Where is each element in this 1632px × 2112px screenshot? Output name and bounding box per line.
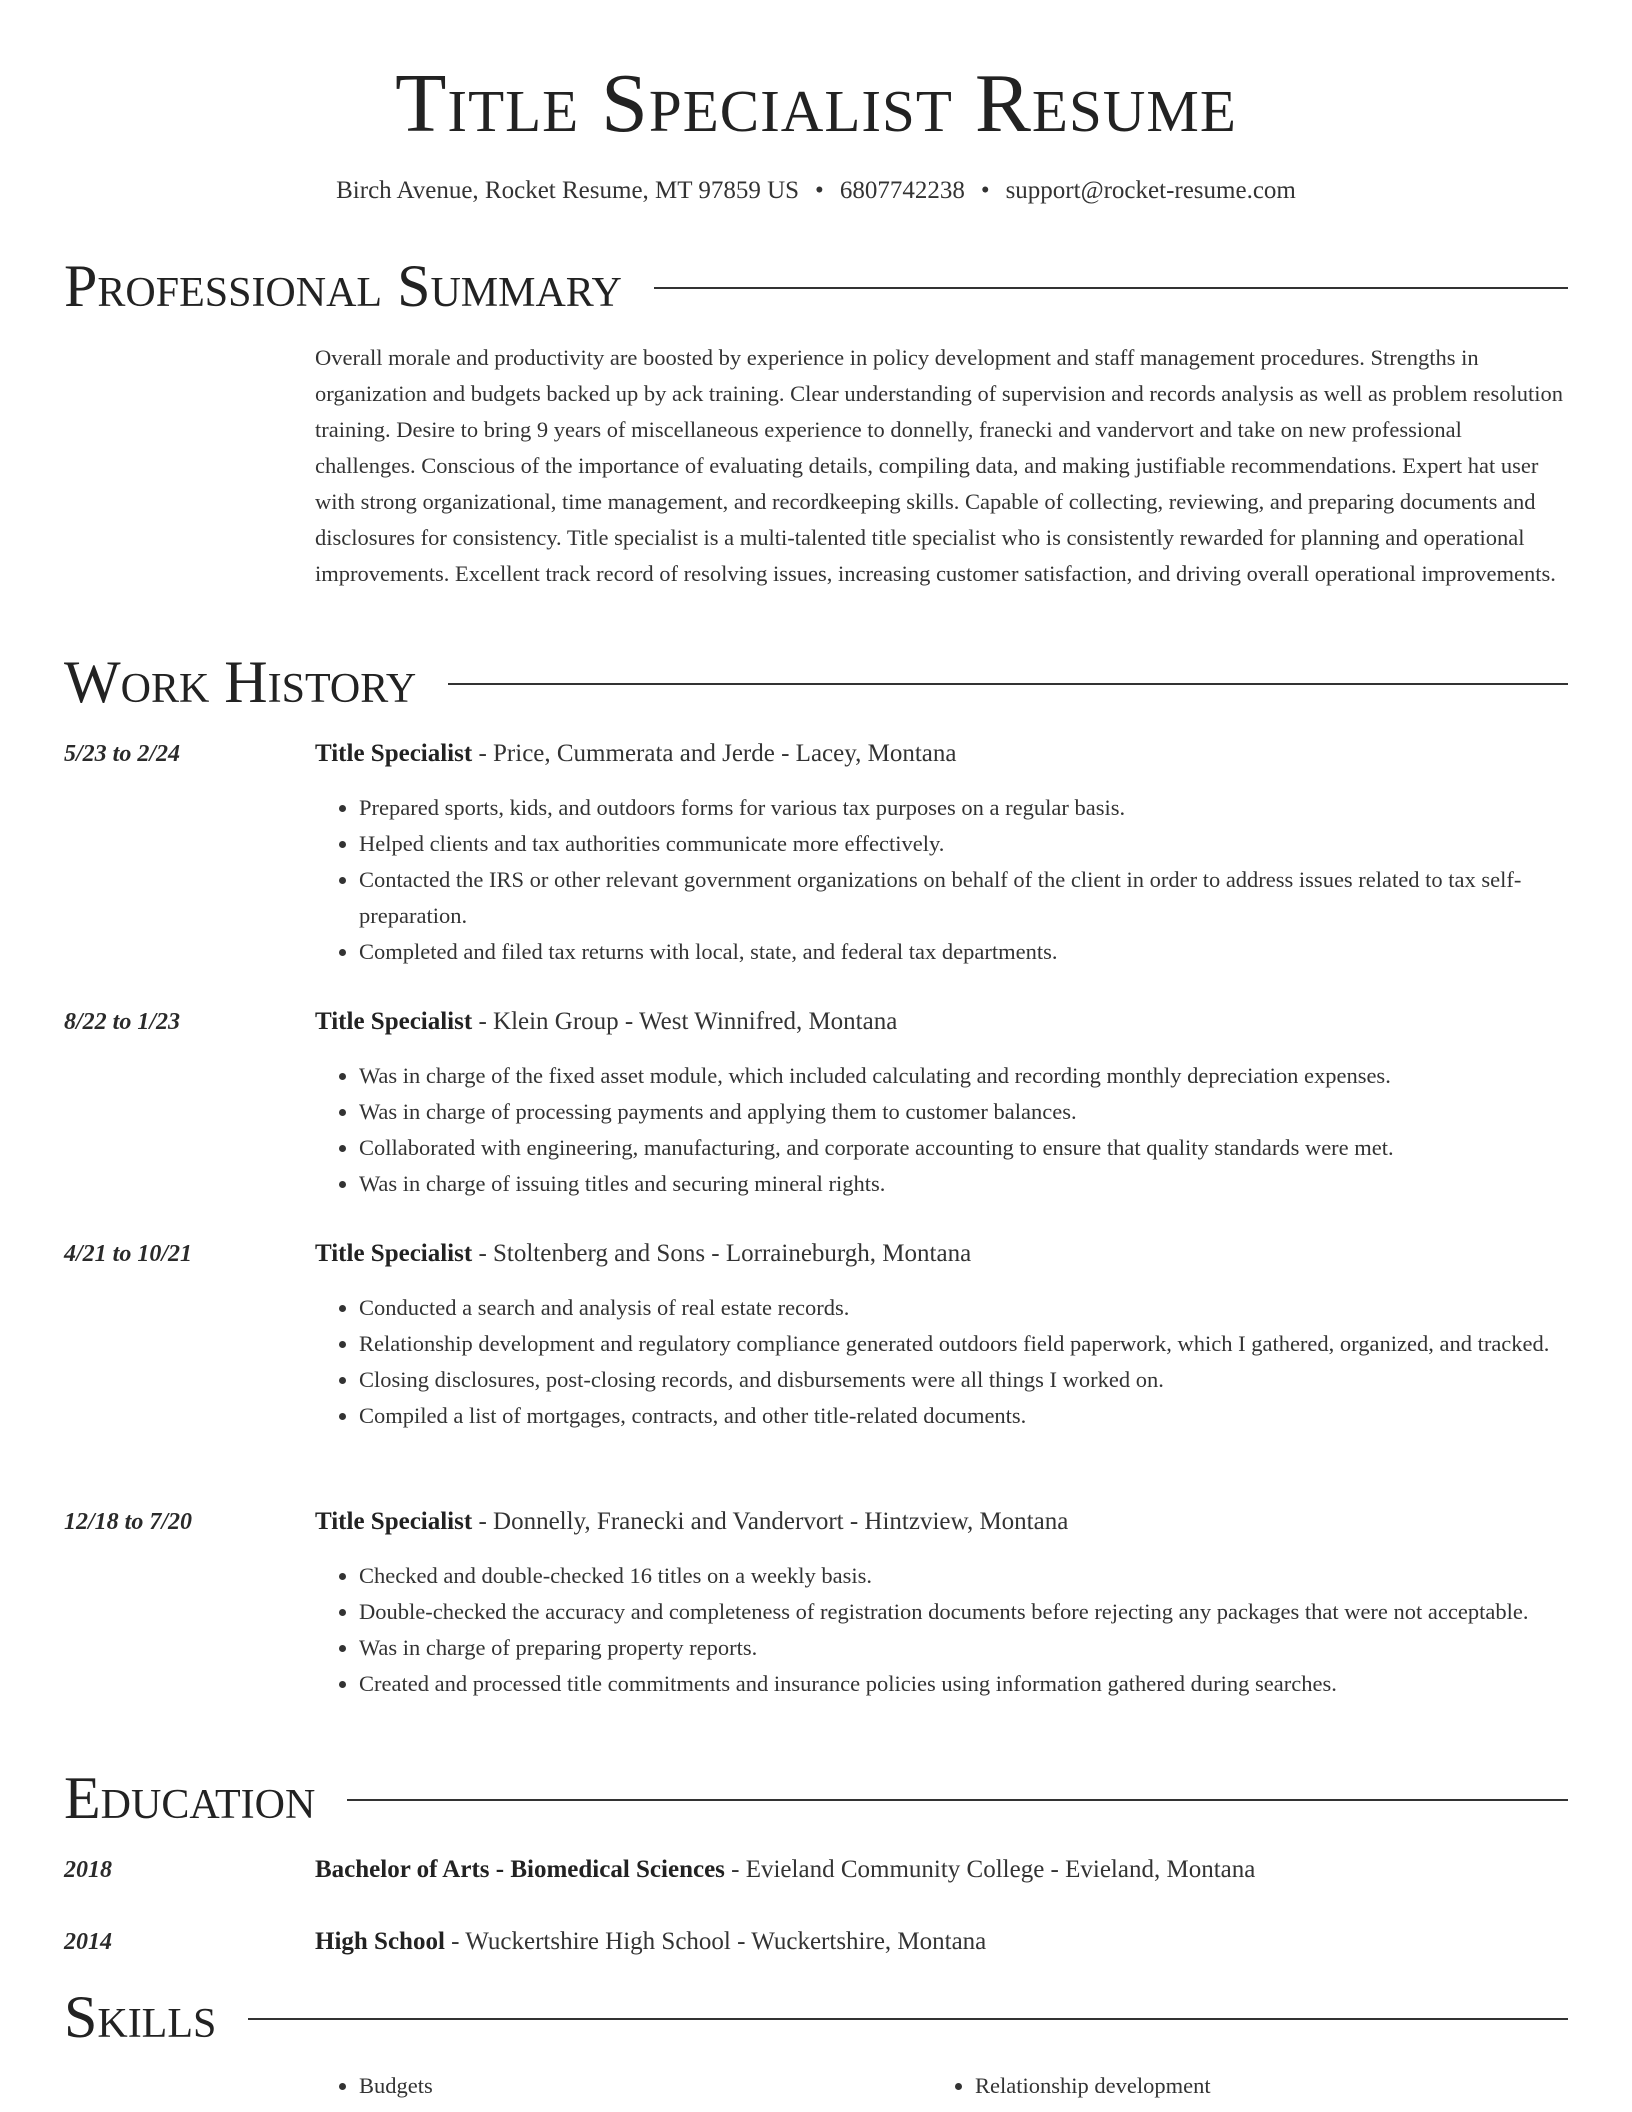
job-dates: 5/23 to 2/24 <box>64 741 181 767</box>
job-heading <box>315 1238 1568 1270</box>
job-dates: 4/21 to 10/21 <box>64 1241 193 1267</box>
contact-phone: 6807742238 <box>839 177 965 204</box>
education-school: - Wuckertshire High School - Wuckertshire, Montana <box>444 1928 987 1955</box>
job-heading <box>315 738 1568 770</box>
separator-dot: • <box>980 177 990 204</box>
contact-address: Birch Avenue, Rocket Resume, MT 97859 US <box>336 177 800 204</box>
job-dates: 8/22 to 1/23 <box>64 1009 181 1035</box>
list-item: • Closing disclosures, post-closing records, and disbursements were all things I worked on. <box>359 1362 1568 1398</box>
skill-item: • Budgets <box>359 2068 931 2104</box>
job-title: Title Specialist <box>315 1240 473 1267</box>
education-school: - Evieland Community College - Evieland, Montana <box>724 1856 1256 1883</box>
job-bullets <box>315 1558 1568 1702</box>
summary-text: Overall morale and productivity are boosted by experience in policy development and staff management procedures. Strengths in organization and budgets backed up by ack training. Clear understanding of supervision and records analysis as well as problem resolution training. Desire to bring 9 years of miscellaneous experience to donnelly, franecki and vandervort and take on new professional challenges. Conscious of the importance of evaluating details, compiling data, and making justifiable recommendations. Expert hat user with strong organizational, time management, and recordkeeping skills. Capable of collecting, reviewing, and preparing documents and disclosures for consistency. Title specialist is a multi-talented title specialist who is consistently rewarded for planning and operational improvements. Excellent track record of resolving issues, increasing customer satisfaction, and driving overall operational improvements. <box>315 345 1564 586</box>
job-heading <box>315 1006 1568 1038</box>
job-employer: - Price, Cummerata and Jerde - Lacey, Montana <box>472 740 957 767</box>
job-title: Title Specialist <box>315 1508 473 1535</box>
list-item: • Relationship development and regulatory compliance generated outdoors field paperwork, which I gathered, organized, and tracked. <box>359 1326 1568 1362</box>
section-title: Skills <box>64 1984 217 2050</box>
section-heading-education <box>64 1766 1568 1830</box>
job-dates: 12/18 to 7/20 <box>64 1509 193 1535</box>
list-item: • Checked and double-checked 16 titles on a weekly basis. <box>359 1558 1568 1594</box>
section-rule <box>448 683 1568 685</box>
list-item: • Was in charge of issuing titles and securing mineral rights. <box>359 1166 1568 1202</box>
section-heading-summary <box>64 254 1568 318</box>
job-employer: - Stoltenberg and Sons - Lorraineburgh, Montana <box>472 1240 972 1267</box>
list-item: • Compiled a list of mortgages, contracts, and other title-related documents. <box>359 1398 1568 1434</box>
page-title: Title Specialist Resume <box>395 57 1237 150</box>
section-rule <box>248 2018 1568 2020</box>
list-item: • Completed and filed tax returns with local, state, and federal tax departments. <box>359 934 1568 970</box>
job-employer: - Klein Group - West Winnifred, Montana <box>472 1008 898 1035</box>
section-heading-work-history <box>64 650 1568 714</box>
list-item: • Collaborated with engineering, manufacturing, and corporate accounting to ensure that quality standards were met. <box>359 1130 1568 1166</box>
education-heading <box>315 1926 1568 1958</box>
job-bullets <box>315 1290 1568 1434</box>
job-bullets <box>315 1058 1568 1202</box>
section-rule <box>654 287 1568 289</box>
education-year: 2018 <box>64 1857 112 1883</box>
list-item: • Was in charge of processing payments and applying them to customer balances. <box>359 1094 1568 1130</box>
list-item: • Was in charge of the fixed asset module, which included calculating and recording monthly depreciation expenses. <box>359 1058 1568 1094</box>
skills-column-right <box>931 2068 1547 2104</box>
list-item: • Created and processed title commitments and insurance policies using information gathered during searches. <box>359 1666 1568 1702</box>
skills-list <box>315 2068 1568 2104</box>
section-title: Professional Summary <box>64 253 622 319</box>
job-bullets <box>315 790 1568 970</box>
section-title: Work History <box>64 649 417 715</box>
job-employer: - Donnelly, Franecki and Vandervort - Hintzview, Montana <box>472 1508 1069 1535</box>
list-item: • Was in charge of preparing property reports. <box>359 1630 1568 1666</box>
job-heading <box>315 1506 1568 1538</box>
job-title: Title Specialist <box>315 740 473 767</box>
list-item: • Double-checked the accuracy and completeness of registration documents before rejecting any packages that were not acceptable. <box>359 1594 1568 1630</box>
list-item: • Helped clients and tax authorities communicate more effectively. <box>359 826 1568 862</box>
section-heading-skills <box>64 1985 1568 2049</box>
education-year: 2014 <box>64 1929 112 1955</box>
skill-item: • Relationship development <box>975 2068 1547 2104</box>
contact-line <box>64 176 1568 206</box>
job-title: Title Specialist <box>315 1008 473 1035</box>
skills-column-left <box>315 2068 931 2104</box>
education-degree: Bachelor of Arts - Biomedical Sciences <box>315 1856 725 1883</box>
separator-dot: • <box>815 177 824 204</box>
section-rule <box>347 1799 1568 1801</box>
contact-email: support@rocket-resume.com <box>1005 177 1296 204</box>
list-item: • Contacted the IRS or other relevant government organizations on behalf of the client in order to address issues related to tax self-preparation. <box>359 862 1568 934</box>
list-item: • Conducted a search and analysis of real estate records. <box>359 1290 1568 1326</box>
education-degree: High School <box>315 1928 445 1955</box>
list-item: • Prepared sports, kids, and outdoors forms for various tax purposes on a regular basis. <box>359 790 1568 826</box>
education-heading <box>315 1854 1568 1886</box>
section-title: Education <box>64 1765 316 1831</box>
